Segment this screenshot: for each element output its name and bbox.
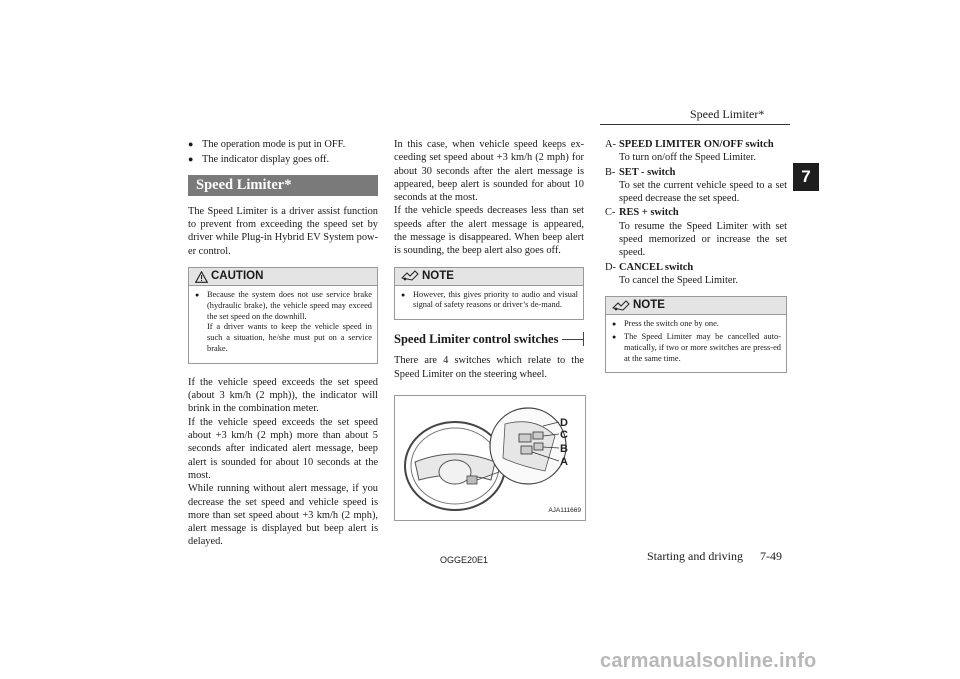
bullet-item: ● The indicator display goes off. bbox=[188, 154, 330, 166]
note-header: NOTE bbox=[395, 268, 583, 286]
section-title: Speed Limiter* bbox=[188, 175, 378, 196]
bullet-dot-icon: ● bbox=[401, 290, 406, 299]
figure-label-c: C bbox=[560, 428, 568, 441]
footer-page-number: 7-49 bbox=[760, 549, 782, 563]
footer-doc-code: OGGE20E1 bbox=[440, 555, 489, 565]
footer-section-name: Starting and driving bbox=[647, 549, 743, 563]
column-left bbox=[188, 138, 378, 549]
body-paragraph: There are 4 switches which relate to the Speed Limiter on the steering wheel. bbox=[394, 355, 584, 380]
body-paragraph: If the vehicle speed exceeds the set speed about +3 km/h (2 mph) more than about 5 seconds after indicated alert message, beep alert is sounded for about 10 seconds at the most. bbox=[188, 416, 378, 481]
bullet-dot-icon: ● bbox=[612, 333, 617, 342]
site-watermark: carmanualsonline.info bbox=[600, 650, 817, 672]
bullet-item: ● The operation mode is put in OFF. bbox=[188, 139, 346, 150]
switch-definition: D- CANCEL switch To cancel the Speed Limiter. bbox=[605, 261, 739, 286]
bullet-dot-icon: ● bbox=[188, 154, 194, 165]
note-body: ● However, this gives priority to audio and visual signal of safety reasons or driver’s de-mand. bbox=[401, 289, 578, 310]
bullet-dot-icon: ● bbox=[612, 320, 617, 329]
caution-line: If a driver wants to keep the vehicle speed in such a situation, he/she must put on a service brake. bbox=[207, 322, 372, 354]
caution-line: Because the system does not use service brake (hydraulic brake), the vehicle speed may exceed the set speed on the downhill. bbox=[207, 290, 372, 321]
note-box bbox=[605, 296, 787, 373]
body-paragraph: If the vehicle speeds decreases less than set speeds after the alert message is appeared, the message is disappeared. When beep alert is sounding, the beep alert also goes off. bbox=[394, 205, 584, 257]
steering-wheel-illustration bbox=[395, 396, 585, 520]
switch-definition: C- RES + switch To resume the Speed Limiter with set speed memorized or increase the set speed. bbox=[605, 207, 787, 259]
bullet-dot-icon: ● bbox=[195, 291, 200, 300]
column-right bbox=[605, 138, 787, 385]
body-paragraph: If the vehicle speed exceeds the set speed (about 3 km/h (2 mph)), the indicator will brink in the combination meter. bbox=[188, 376, 378, 415]
note-icon bbox=[401, 270, 419, 282]
figure-label-a: A bbox=[560, 455, 568, 468]
caution-box bbox=[188, 267, 378, 364]
header-rule bbox=[600, 124, 790, 125]
warning-triangle-icon bbox=[195, 271, 208, 283]
note-icon bbox=[612, 300, 630, 312]
caution-header: CAUTION bbox=[189, 268, 377, 286]
bullet-dot-icon: ● bbox=[188, 139, 194, 149]
body-paragraph: In this case, when vehicle speed keeps ex-ceeding set speed about +3 km/h (2 mph) for about 30 seconds after the alert message is appeared, beep alert is sounded for about 10 seconds at the most. bbox=[394, 139, 584, 204]
switch-definition: B- SET - switch To set the current vehicle speed to a set speed decrease the set speed. bbox=[605, 166, 787, 205]
subsection-heading: Speed Limiter control switches bbox=[394, 332, 584, 346]
column-middle bbox=[394, 138, 584, 521]
figure-code: AJA111669 bbox=[548, 506, 581, 514]
body-paragraph: While running without alert message, if you decrease the set speed and vehicle speed is more than set speed about +3 km/h (2 mph), alert message is displayed but beep alert is delayed. bbox=[188, 483, 378, 548]
note-box bbox=[394, 267, 584, 321]
intro-paragraph: The Speed Limiter is a driver assist function to prevent from exceeding the speed set by driver while Plug-in Hybrid EV System pow-er control. bbox=[188, 205, 378, 257]
figure-label-d: D bbox=[560, 416, 568, 429]
figure-label-b: B bbox=[560, 442, 568, 455]
chapter-tab: 7 bbox=[793, 163, 819, 191]
note-header: NOTE bbox=[606, 297, 786, 315]
note-body: ● Press the switch one by one. ● The Speed Limiter may be cancelled auto-matically, if two or more switches are press-ed at the same time. bbox=[612, 319, 781, 363]
caution-body bbox=[189, 286, 377, 363]
running-header-title: Speed Limiter* bbox=[690, 107, 765, 121]
switch-definition: A- SPEED LIMITER ON/OFF switch To turn on/off the Speed Limiter. bbox=[605, 139, 774, 164]
steering-wheel-figure bbox=[394, 395, 586, 521]
